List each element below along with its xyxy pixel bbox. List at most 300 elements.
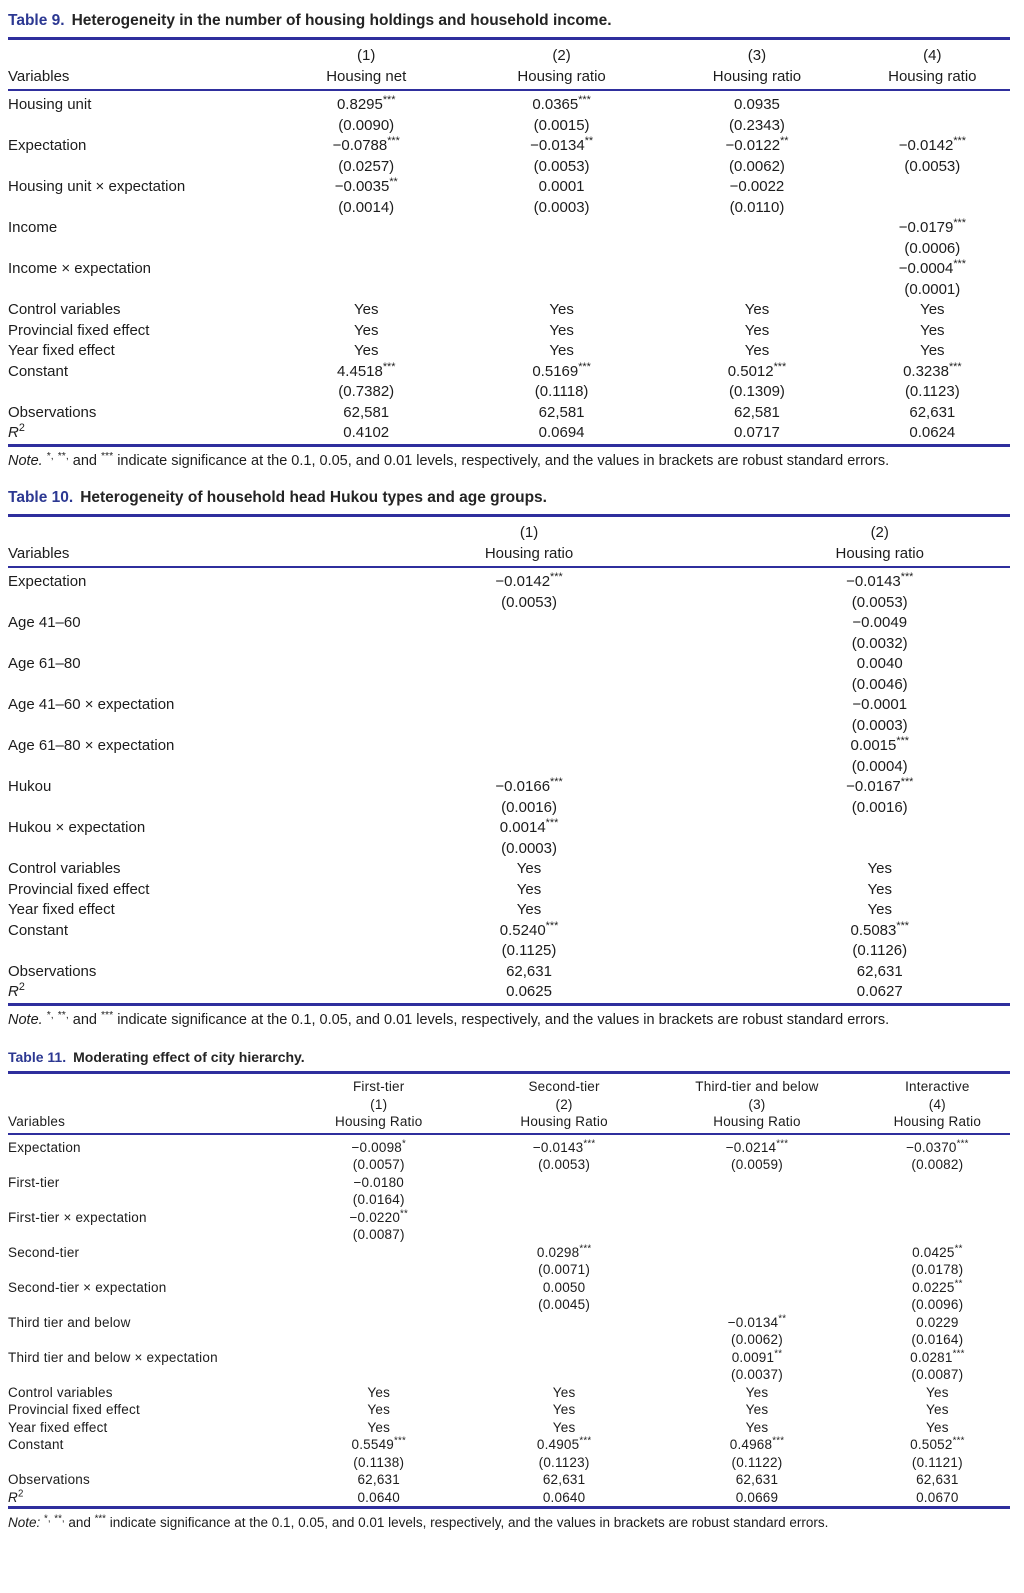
value-cell [479, 1174, 649, 1192]
value-cell: −0.0134** [727, 1313, 787, 1330]
value-cell: (0.0164) [911, 1332, 964, 1347]
value-cell [279, 1244, 479, 1262]
value-cell: (0.0062) [731, 1332, 783, 1347]
table-row [8, 1419, 1010, 1437]
note-label: Note. [8, 1011, 43, 1028]
table-row [8, 157, 1010, 178]
tier-header-cell: Interactive [905, 1079, 970, 1094]
value-cell: Yes [367, 1384, 391, 1400]
value-cell: (0.0003) [851, 716, 908, 734]
value-cell: (0.0001) [904, 280, 961, 298]
value-cell: 62,631 [916, 1472, 959, 1487]
table-row [8, 1261, 1010, 1279]
table-row [8, 1209, 1010, 1227]
value-cell [309, 716, 750, 737]
value-cell: Yes [549, 321, 574, 339]
variables-header-cell: Variables [8, 67, 269, 91]
value-cell: Yes [516, 880, 542, 898]
value-cell [649, 1191, 864, 1209]
value-cell: 0.5012*** [727, 360, 787, 380]
row-label-cell [8, 280, 269, 301]
value-cell: 62,581 [734, 403, 780, 421]
value-cell: −0.0142*** [495, 571, 563, 590]
significance-stars: *** [776, 1138, 789, 1149]
value-cell: Yes [552, 1402, 576, 1417]
value-cell: −0.0142*** [898, 135, 966, 154]
table9-note [8, 447, 1010, 472]
table11-section [8, 1044, 1010, 1532]
column-header-cell: Housing ratio [749, 544, 1010, 568]
value-cell: −0.0001 [852, 696, 908, 713]
value-cell [279, 1261, 479, 1279]
row-label-cell: Constant [8, 921, 69, 939]
value-cell: 4.4518*** [336, 360, 396, 380]
model-number-cell: (2) [552, 47, 571, 64]
value-cell: −0.0122** [725, 135, 789, 154]
table-row [8, 839, 1010, 860]
value-cell: (0.0032) [851, 634, 908, 652]
value-cell [865, 1174, 1010, 1192]
significance-marker: *** [100, 1009, 114, 1021]
column-header-cell: Housing Ratio [649, 1113, 864, 1134]
table9-caption-title: Heterogeneity in the number of housing holdings and household income. [71, 12, 612, 29]
significance-stars: *** [896, 735, 909, 747]
note-text: indicate significance at the 0.1, 0.05, and 0.01 levels, respectively, and the values in brackets are robust standard errors. [105, 1515, 829, 1530]
table-row [8, 798, 1010, 819]
row-label-cell: Income × expectation [8, 260, 152, 277]
row-label-cell [8, 634, 309, 655]
table-row [8, 634, 1010, 655]
value-cell [269, 280, 464, 301]
note-label: Note: [8, 1515, 41, 1530]
value-cell [865, 1226, 1010, 1244]
row-label-cell: Year fixed effect [8, 1419, 108, 1435]
value-cell [269, 259, 464, 280]
value-cell: (0.0053) [904, 157, 961, 175]
value-cell: 0.4968*** [729, 1435, 785, 1452]
value-cell: 0.5549*** [351, 1435, 406, 1452]
value-cell: 0.0001 [538, 178, 585, 195]
value-cell: −0.0214*** [725, 1138, 789, 1155]
row-label-cell: Constant [8, 1437, 64, 1452]
row-label-cell: Observations [8, 962, 97, 980]
row-label-cell: Provincial fixed effect [8, 321, 150, 339]
table-row [8, 177, 1010, 198]
value-cell: −0.0788*** [332, 135, 400, 154]
significance-marker: **, [57, 1009, 69, 1021]
table-header [8, 1074, 1010, 1134]
value-cell: 62,581 [538, 403, 585, 421]
value-cell: 0.0229 [916, 1314, 959, 1330]
row-label-cell: Control variables [8, 301, 121, 318]
value-cell: (0.1121) [911, 1454, 963, 1470]
value-cell: −0.0035** [334, 176, 398, 195]
tier-header-spacer [8, 1074, 279, 1096]
value-cell: 0.3238*** [903, 360, 962, 380]
row-label-cell [8, 239, 269, 260]
table10-grid [8, 517, 1010, 1006]
significance-stars: ** [400, 1208, 408, 1219]
table-row [8, 1489, 1010, 1508]
value-cell: 0.0694 [538, 424, 585, 441]
value-cell [309, 675, 750, 696]
table-row [8, 423, 1010, 445]
table-body [8, 1134, 1010, 1508]
table-header [8, 40, 1010, 90]
variables-header-cell: Variables [8, 544, 309, 568]
value-cell: (0.0087) [911, 1367, 964, 1382]
value-cell: Yes [745, 1402, 769, 1417]
table-row [8, 736, 1010, 757]
value-cell: (0.0016) [501, 798, 557, 816]
value-cell [659, 280, 854, 301]
row-label-cell: First-tier × expectation [8, 1209, 147, 1225]
table-row [8, 880, 1010, 901]
model-number-cell: (3) [747, 47, 767, 64]
model-number-cell: (2) [555, 1096, 573, 1112]
model-number-cell: (1) [370, 1096, 388, 1112]
table-row [8, 1314, 1010, 1332]
significance-stars: *** [953, 258, 966, 270]
note-text: indicate significance at the 0.1, 0.05, and 0.01 levels, respectively, and the values in brackets are robust standard errors. [113, 452, 890, 469]
value-cell: Yes [516, 860, 542, 877]
value-cell [309, 613, 750, 634]
value-cell: 62,581 [343, 403, 390, 421]
significance-stars: ** [954, 1278, 963, 1289]
significance-stars: ** [954, 1243, 963, 1254]
row-label-cell: Control variables [8, 860, 121, 877]
value-cell: Yes [926, 1384, 949, 1400]
significance-stars: ** [389, 176, 398, 188]
row-label-cell: Second-tier × expectation [8, 1279, 167, 1295]
note-label: Note. [8, 452, 43, 469]
value-cell: −0.0098* [351, 1138, 406, 1155]
table-row [8, 198, 1010, 219]
column-header-cell: Housing Ratio [279, 1113, 479, 1134]
table-row [8, 1384, 1010, 1402]
significance-stars: *** [579, 1435, 592, 1447]
r-squared-exponent: 2 [17, 1488, 24, 1499]
row-label-cell: Age 61–80 [8, 655, 81, 672]
row-label-cell: Year fixed effect [8, 342, 115, 359]
row-label-cell [8, 716, 309, 737]
value-cell: 0.0298*** [536, 1243, 592, 1260]
table-row [8, 695, 1010, 716]
table-row [8, 1174, 1010, 1192]
column-header-row [8, 544, 1010, 568]
value-cell: −0.0022 [729, 178, 785, 195]
table11-caption-title: Moderating effect of city hierarchy. [73, 1049, 305, 1065]
value-cell: (0.0059) [731, 1157, 783, 1172]
value-cell [649, 1279, 864, 1297]
value-cell [479, 1366, 649, 1384]
table11-note [8, 1509, 1010, 1532]
table-row [8, 136, 1010, 157]
value-cell: −0.0143*** [532, 1138, 596, 1155]
value-cell: −0.0049 [852, 614, 908, 631]
value-cell: (0.0004) [851, 757, 908, 775]
value-cell: Yes [549, 342, 574, 359]
significance-stars: *** [578, 360, 591, 373]
model-number-cell: (3) [748, 1096, 766, 1112]
value-cell: (0.0053) [538, 1157, 591, 1172]
table-row [8, 1191, 1010, 1209]
value-cell [649, 1261, 864, 1279]
row-label-cell [8, 1489, 279, 1508]
value-cell [279, 1366, 479, 1384]
value-cell: 0.0624 [909, 424, 956, 441]
value-cell: (0.0053) [533, 157, 590, 175]
value-cell: (0.1123) [904, 383, 960, 400]
table10-caption [8, 485, 1010, 517]
value-cell [309, 654, 750, 675]
value-cell [659, 259, 854, 280]
table-row [8, 613, 1010, 634]
variables-header-cell: Variables [8, 1113, 279, 1134]
table-row [8, 90, 1010, 116]
table10-caption-label: Table 10. [8, 489, 74, 506]
table-row [8, 941, 1010, 962]
table11-caption-label: Table 11. [8, 1049, 67, 1065]
significance-stars: *** [900, 571, 914, 583]
value-cell [464, 280, 659, 301]
row-label-cell [8, 1331, 279, 1349]
value-cell: 62,631 [357, 1472, 400, 1487]
value-cell: −0.0167*** [846, 776, 914, 795]
tier-header-row [8, 1074, 1010, 1096]
tier-header-cell: First-tier [352, 1079, 405, 1094]
value-cell [659, 218, 854, 239]
row-label-cell [8, 839, 309, 860]
row-label-cell [8, 1261, 279, 1279]
value-cell: 0.4102 [343, 424, 390, 441]
tier-header-cell: Second-tier [528, 1079, 600, 1094]
value-cell: (0.1126) [852, 942, 908, 959]
table-row [8, 1454, 1010, 1472]
value-cell [649, 1244, 864, 1262]
value-cell [464, 239, 659, 260]
table11-grid [8, 1074, 1010, 1509]
value-cell [649, 1174, 864, 1192]
value-cell: 0.0640 [542, 1489, 586, 1505]
value-cell: Yes [867, 860, 892, 877]
row-label-cell: Age 61–80 × expectation [8, 737, 175, 754]
r-squared-exponent: 2 [18, 422, 25, 434]
r-squared-symbol: R [8, 983, 19, 1000]
significance-stars: *** [772, 1435, 785, 1447]
significance-stars: *** [394, 1435, 406, 1447]
value-cell [479, 1226, 649, 1244]
significance-stars: *** [578, 94, 591, 106]
significance-marker: *** [100, 450, 114, 462]
value-cell: Yes [920, 342, 945, 359]
table-row [8, 382, 1010, 403]
significance-stars: ** [584, 135, 594, 147]
value-cell: 0.0640 [357, 1489, 400, 1505]
value-cell: (0.0082) [911, 1157, 964, 1172]
value-cell: −0.0370*** [906, 1138, 969, 1155]
table-row [8, 716, 1010, 737]
table-row [8, 321, 1010, 342]
value-cell: (0.1118) [534, 383, 589, 400]
significance-stars: *** [948, 360, 962, 373]
column-header-row [8, 1113, 1010, 1134]
table-row [8, 1401, 1010, 1419]
table-row [8, 300, 1010, 321]
table-row [8, 962, 1010, 983]
value-cell: Yes [926, 1402, 949, 1417]
value-cell: −0.0134** [530, 135, 594, 154]
value-cell [649, 1226, 864, 1244]
value-cell: 62,631 [542, 1472, 586, 1487]
value-cell [269, 218, 464, 239]
value-cell: (0.1125) [501, 942, 557, 959]
value-cell: Yes [745, 1384, 769, 1400]
value-cell [479, 1209, 649, 1227]
value-cell: 0.0365*** [532, 94, 591, 113]
row-label-cell [8, 1226, 279, 1244]
model-number-cell: (1) [519, 524, 539, 541]
significance-stars: *** [953, 217, 966, 229]
value-cell: (0.0062) [729, 157, 785, 175]
value-cell: 0.5083*** [850, 919, 909, 939]
column-header-cell: Housing ratio [659, 67, 854, 91]
table-row [8, 341, 1010, 362]
value-cell: 0.0627 [856, 983, 903, 1000]
row-label-cell: Hukou × expectation [8, 819, 146, 836]
significance-stars: *** [896, 919, 909, 932]
row-label-cell [8, 982, 309, 1004]
value-cell: Yes [353, 301, 379, 318]
table-row [8, 777, 1010, 798]
value-cell: 0.0625 [506, 983, 552, 1000]
value-cell [479, 1314, 649, 1332]
row-label-cell: Observations [8, 403, 97, 421]
value-cell [279, 1349, 479, 1367]
row-label-cell [8, 157, 269, 178]
value-cell [479, 1331, 649, 1349]
value-cell: −0.0166*** [495, 776, 563, 795]
column-header-cell: Housing ratio [309, 544, 750, 568]
value-cell: (0.0053) [501, 593, 557, 611]
value-cell: 0.0425** [912, 1243, 963, 1260]
significance-marker: *, [44, 1513, 51, 1525]
value-cell: Yes [920, 301, 945, 318]
value-cell: −0.0220** [349, 1208, 408, 1225]
value-cell: Yes [744, 342, 770, 359]
table-row [8, 900, 1010, 921]
value-cell [659, 239, 854, 260]
table9-caption [8, 8, 1010, 40]
row-label-cell: First-tier [8, 1174, 60, 1190]
table-row [8, 218, 1010, 239]
significance-marker: **, [54, 1513, 65, 1525]
r-squared-exponent: 2 [18, 981, 25, 993]
significance-stars: ** [780, 135, 789, 147]
table10-note [8, 1006, 1010, 1031]
table-row [8, 1331, 1010, 1349]
table-row [8, 259, 1010, 280]
article-page [8, 8, 1010, 1532]
note-text: and [68, 1011, 101, 1028]
significance-stars: ** [778, 1313, 787, 1324]
table-row [8, 1244, 1010, 1262]
row-label-cell: Provincial fixed effect [8, 1402, 140, 1417]
significance-stars: *** [382, 360, 396, 373]
table-row [8, 1296, 1010, 1314]
row-label-cell [8, 1454, 279, 1472]
value-cell: Yes [516, 901, 542, 918]
table-row [8, 1156, 1010, 1174]
value-cell: 0.0014*** [499, 817, 559, 836]
value-cell: 62,631 [909, 403, 956, 421]
value-cell [855, 116, 1010, 137]
value-cell: 0.5240*** [499, 919, 559, 939]
value-cell: (0.1122) [731, 1454, 783, 1470]
significance-stars: *** [550, 571, 563, 583]
table9-caption-label: Table 9. [8, 12, 65, 29]
row-label-cell [8, 1191, 279, 1209]
table11-caption [8, 1044, 1010, 1074]
table-header [8, 517, 1010, 567]
significance-marker: **, [57, 450, 69, 462]
significance-stars: *** [382, 94, 396, 106]
value-cell: (0.0257) [338, 157, 395, 175]
value-cell: (0.0164) [352, 1192, 405, 1207]
note-text: and [64, 1515, 95, 1530]
value-cell: 0.0040 [856, 655, 903, 672]
value-cell: (0.1123) [538, 1454, 590, 1470]
row-label-cell: Third tier and below [8, 1314, 131, 1330]
value-cell [309, 695, 750, 716]
row-label-cell: Second-tier [8, 1244, 80, 1260]
significance-stars: *** [956, 1138, 969, 1149]
value-cell: Yes [367, 1419, 391, 1435]
value-cell: (0.0053) [851, 593, 908, 611]
significance-stars: *** [952, 1435, 965, 1447]
value-cell [464, 259, 659, 280]
row-label-cell [8, 1156, 279, 1174]
model-number-cell: (1) [357, 47, 376, 64]
row-label-cell: Housing unit [8, 96, 92, 113]
value-cell [649, 1209, 864, 1227]
table-row [8, 859, 1010, 880]
model-number-row [8, 40, 1010, 67]
note-text: and [68, 452, 101, 469]
row-label-cell: Constant [8, 362, 69, 380]
row-label-cell: Third tier and below × expectation [8, 1349, 218, 1365]
value-cell: (0.2343) [729, 116, 785, 134]
table-row [8, 1366, 1010, 1384]
value-cell: Yes [353, 342, 379, 359]
row-label-cell: Housing unit × expectation [8, 178, 186, 195]
table-row [8, 982, 1010, 1004]
value-cell: 0.8295*** [336, 94, 396, 113]
table-row [8, 239, 1010, 260]
row-label-cell [8, 382, 269, 403]
significance-stars: *** [900, 776, 914, 788]
value-cell: 0.5052*** [910, 1435, 965, 1452]
value-cell [479, 1349, 649, 1367]
value-cell: (0.0087) [352, 1227, 405, 1242]
table-row [8, 818, 1010, 839]
significance-stars: *** [387, 135, 400, 147]
value-cell: 0.0281*** [910, 1348, 965, 1365]
r-squared-symbol: R [8, 424, 19, 441]
value-cell: Yes [920, 321, 945, 339]
significance-stars: *** [545, 919, 559, 932]
table-row [8, 675, 1010, 696]
